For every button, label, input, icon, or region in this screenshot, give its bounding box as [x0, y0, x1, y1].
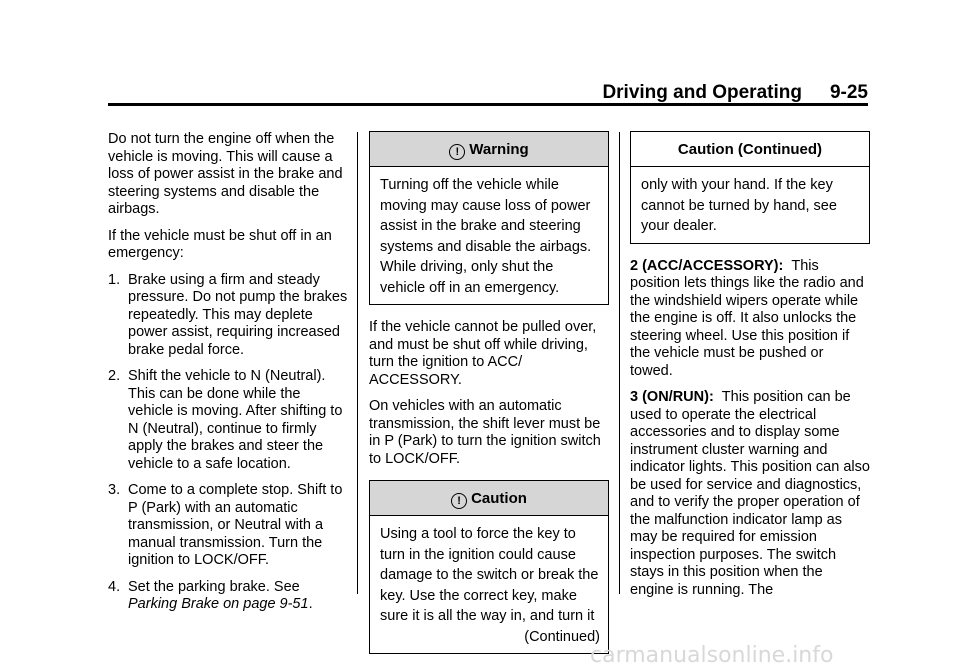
continued-label: (Continued) [524, 628, 600, 645]
caution-body: Using a tool to force the key to turn in the ignition could cause damage to the switch or break the key. Use the correct key, make sure it is all the way in, and turn it (Continued) [370, 516, 608, 653]
column-1 [108, 131, 348, 623]
warning-icon: ! [449, 144, 465, 160]
warning-body: Turning off the vehicle while moving may cause loss of power assist in the brake and steering systems and disable the airbags. While driving, only shut the vehicle off in an emergency. [380, 177, 592, 296]
pull-over-paragraph: If the vehicle cannot be pulled over, and must be shut off while driving, turn the ignition to ACC/ ACCESSORY. [369, 319, 597, 388]
caution-title: Caution [471, 490, 527, 507]
parking-brake-link[interactable]: Parking Brake on page 9-51 [128, 596, 309, 612]
page-number: 9-25 [829, 82, 868, 103]
list-item: 2. Shift the vehicle to N (Neutral). This can be done while the vehicle is moving. After shifting to N (Neutral), continue to firmly apply the brakes and steer the vehicle to a safe location. [108, 368, 343, 472]
intro-paragraph: Do not turn the engine off when the vehicle is moving. This will cause a loss of power assist in the brake and steering systems and disable the airbags. [108, 131, 343, 217]
warning-title: Warning [469, 141, 529, 158]
caution-header [370, 481, 608, 516]
warning-header [370, 132, 608, 167]
caution-continued-header: Caution (Continued) [631, 132, 869, 167]
emergency-steps [108, 272, 348, 614]
column-3 [630, 131, 870, 608]
list-item: 1. Brake using a firm and steady pressure. Do not pump the brakes repeatedly. This may deplete power assist, requiring increased brake pedal force. [108, 271, 348, 358]
on-run-paragraph: 3 (ON/RUN): This position can be used to operate the electrical accessories and to display some instrument cluster warning and indicator lights. This position can also be used for service and diagnostics, and to verify the proper operation of the malfunction indicator lamp as may be required for emission inspection purposes. The switch stays in this position when the engine is running. The [630, 389, 870, 598]
warning-box [369, 131, 609, 305]
on-run-term: 3 (ON/RUN): [630, 389, 714, 405]
caution-continued-body: only with your hand. If the key cannot be turned by hand, see your dealer. [641, 177, 837, 234]
list-item: 4. Set the parking brake. See Parking Brake on page 9-51. [108, 578, 313, 612]
column-divider-2 [619, 132, 620, 594]
column-2 [369, 131, 609, 668]
section-title: Driving and Operating [602, 82, 802, 103]
list-item: 3. Come to a complete stop. Shift to P (Park) with an automatic transmission, or Neutral with a manual transmission. Turn the ignition to LOCK/OFF. [108, 482, 343, 568]
caution-icon: ! [451, 493, 467, 509]
caution-continued-box [630, 131, 870, 244]
header-rule [108, 103, 868, 106]
watermark: carmanualsonline.info [590, 643, 834, 668]
automatic-paragraph: On vehicles with an automatic transmission, the shift lever must be in P (Park) to turn the ignition switch to LOCK/OFF. [369, 398, 601, 467]
caution-box [369, 480, 609, 654]
acc-paragraph: 2 (ACC/ACCESSORY): This position lets things like the radio and the windshield wipers operate while the engine is off. It also unlocks the steering wheel. Use this position if the vehicle must be pushed or towed. [630, 257, 864, 379]
acc-term: 2 (ACC/ACCESSORY): [630, 257, 784, 274]
column-divider-1 [357, 132, 358, 594]
emergency-paragraph: If the vehicle must be shut off in an emergency: [108, 227, 332, 261]
